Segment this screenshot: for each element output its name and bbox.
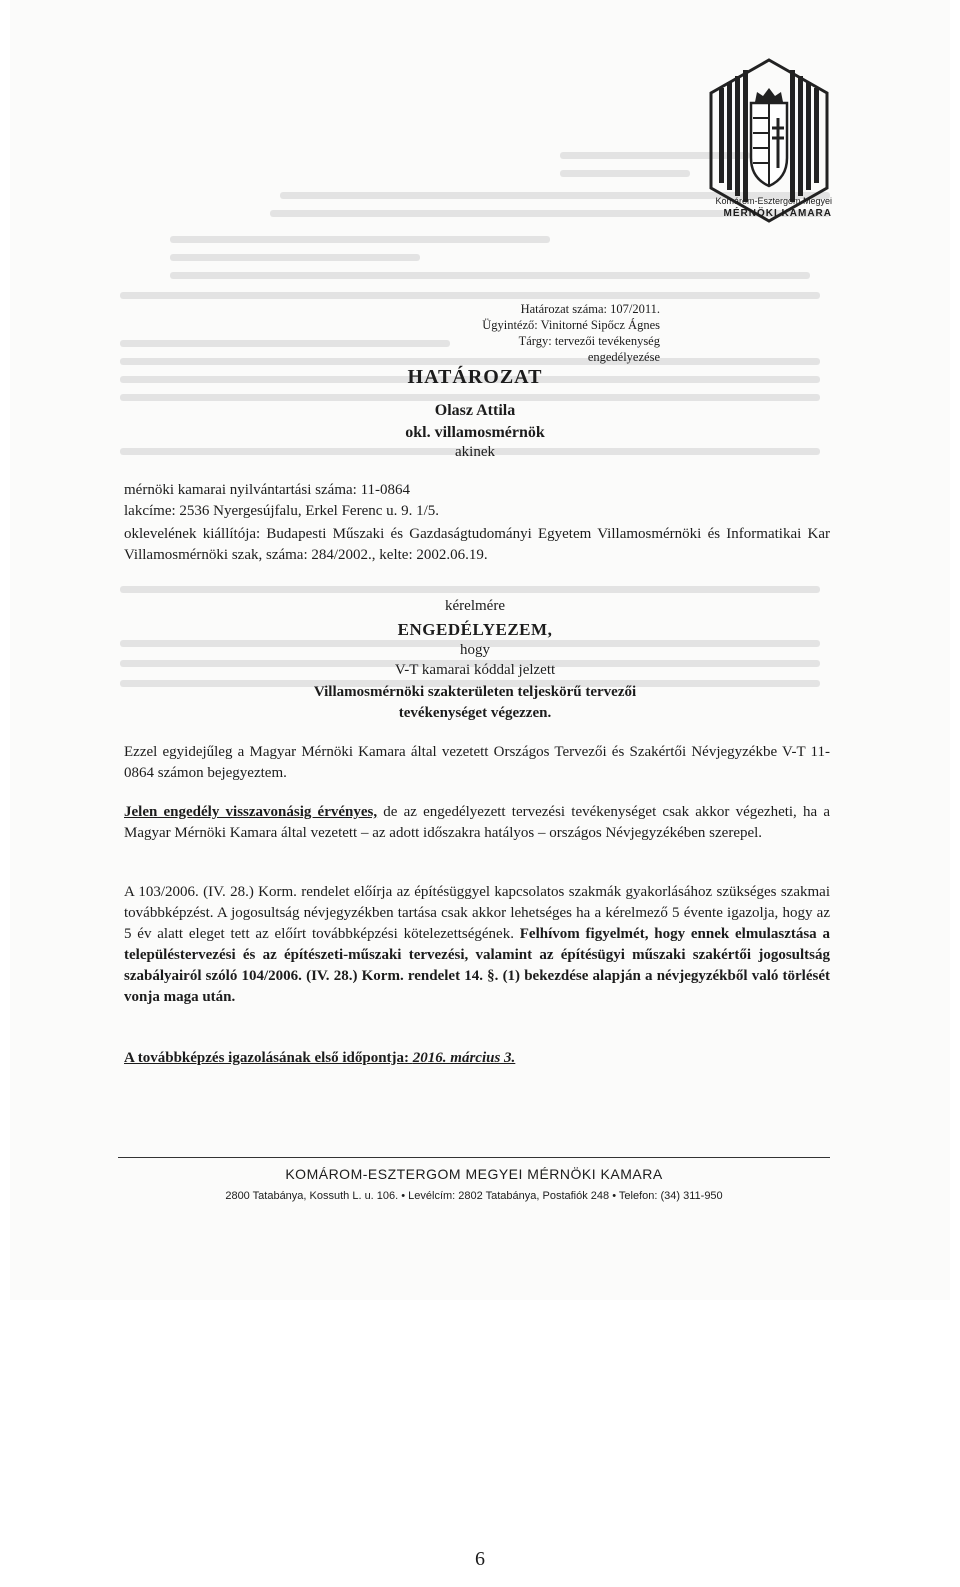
code-line: V-T kamarai kóddal jelzett [394, 662, 556, 678]
validity-paragraph [124, 802, 830, 844]
diploma-info: oklevelének kiállítója: Budapesti Műszaki és Gazdaságtudományi Egyetem Villamosmérnöki és Informatikai Kar Villamosmérnöki szak, száma: 284/2002., kelte: 2002.06.19. [124, 526, 830, 563]
engedelyezem-heading: ENGEDÉLYEZEM, [397, 620, 553, 639]
hogy-text: hogy [460, 642, 490, 658]
footer-divider [118, 1157, 830, 1158]
subject-line1: Tárgy: tervezői tevékenység [518, 334, 660, 348]
deadline-label: A továbbképzés igazolásának első időpontja: [124, 1050, 413, 1066]
page-number: 6 [475, 1548, 485, 1570]
deadline-date: 2016. március 3. [412, 1050, 516, 1066]
case-officer: Ügyintéző: Vinitorné Sipőcz Ágnes [482, 318, 660, 332]
training-bold: Felhívom figyelmét, hogy ennek elmulasztása a településtervezési és az építészeti-műszaki tervezési, valamint az építésügyi műszaki szakértői jogosultság szabályairól szóló 104/2006. (IV. 28.) Korm. rendelet 14. §. (1) bekezdése alapján a névjegyzékből való törlését vonja maga után. [124, 926, 830, 1005]
registry-paragraph: Ezzel egyidejűleg a Magyar Mérnöki Kamara által vezetett Országos Tervezői és Szakértői Névjegyzékbe V-T 11-0864 számon bejegyeztem. [124, 744, 830, 781]
document-title: HATÁROZAT [407, 366, 543, 388]
akinek-text: akinek [455, 444, 495, 460]
person-profession: okl. villamosmérnök [405, 424, 545, 441]
logo-org-line1: Komárom-Esztergom Megyei [715, 196, 832, 206]
footer-org: KOMÁROM-ESZTERGOM MEGYEI MÉRNÖKI KAMARA [285, 1166, 663, 1182]
validity-bold: Jelen engedély visszavonásig érvényes, [124, 804, 378, 820]
validity-rest: de az engedélyezett tervezési tevékenységet csak akkor végezheti, ha a Magyar Mérnöki Kamara által vezetett – az adott időszakra hatályos – országos Névjegyzékében szerepel. [124, 804, 830, 841]
training-paragraph [124, 882, 830, 1008]
person-name: Olasz Attila [434, 402, 516, 419]
scope-line2: tevékenységet végezzen. [398, 705, 552, 721]
footer-contact: 2800 Tatabánya, Kossuth L. u. 106. • Levélcím: 2802 Tatabánya, Postafiók 248 • Telefon: (34) 311-950 [225, 1190, 723, 1202]
scope-line1: Villamosmérnöki szakterületen teljeskörű tervezői [313, 684, 637, 700]
decision-number: Határozat száma: 107/2011. [520, 302, 660, 316]
subject-line2: engedélyezése [587, 350, 660, 364]
kerelmere-text: kérelmére [445, 598, 505, 614]
deadline-line [124, 1050, 515, 1067]
training-normal: A 103/2006. (IV. 28.) Korm. rendelet előírja az építésüggyel kapcsolatos szakmák gyakorlásához szükséges szakmai továbbképzést. A jogosultság névjegyzékben tartása csak akkor lehetséges ha a kérelmező 5 évente igazolja, hogy az 5 év alatt eleget tett az előírt továbbképzési kötelezettségének. [124, 884, 830, 942]
address: lakcíme: 2536 Nyergesújfalu, Erkel Ferenc u. 9. 1/5. [124, 503, 440, 519]
logo-org-line2: MÉRNÖKI KAMARA [723, 208, 832, 219]
registration-number: mérnöki kamarai nyilvántartási száma: 11-0864 [124, 482, 411, 498]
